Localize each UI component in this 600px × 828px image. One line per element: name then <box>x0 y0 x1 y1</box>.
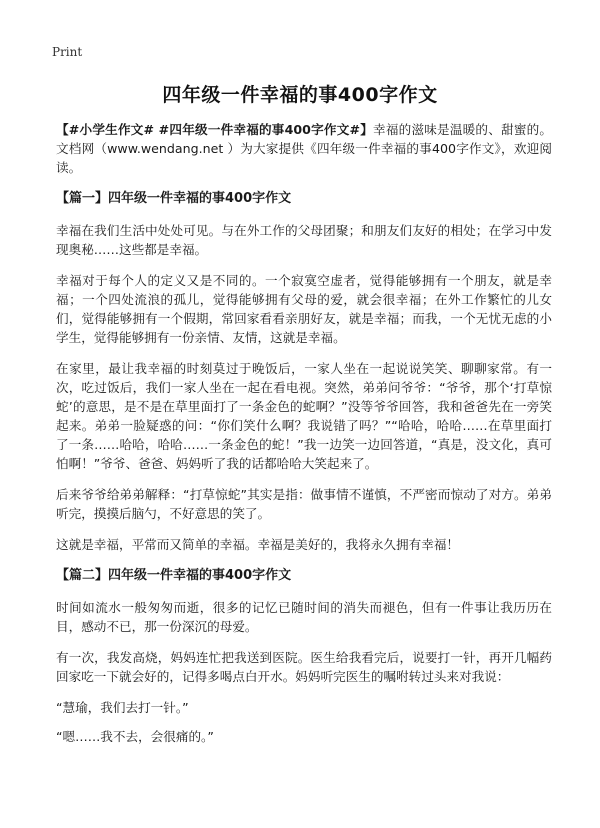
intro-paragraph <box>56 120 552 177</box>
section1-paragraph: 幸福对于每个人的定义又是不同的。一个寂寞空虚者，觉得能够拥有一个朋友，就是幸福；一个四处流浪的孤儿，觉得能够拥有父母的爱，就会很幸福；在外工作繁忙的儿女们，觉得能够拥有一个假期，常回家看看亲朋好友，就是幸福；而我，一个无忧无虑的小学生，觉得能够拥有一份亲情、友情，这就是幸福。 <box>56 273 552 345</box>
section-heading-2: 【篇二】四年级一件幸福的事400字作文 <box>56 568 292 583</box>
intro-text: 幸福的滋味是温暖的、甜蜜的。文档网（www.wendang.net ）为大家提供《四年级一件幸福的事400字作文》，欢迎阅读。 <box>56 122 552 175</box>
print-link[interactable]: Print <box>52 45 83 59</box>
section1-paragraph: 在家里，最让我幸福的时刻莫过于晚饭后，一家人坐在一起说说笑笑、聊聊家常。有一次，吃过饭后，我们一家人坐在一起在看电视。突然，弟弟问爷爷：“爷爷，那个‘打草惊蛇’的意思，是不是在草里面打了一条金色的蛇啊？”没等爷爷回答，我和爸爸先在一旁笑起来。弟弟一脸疑惑的问：“你们笑什么啊？我说错了吗？”“哈哈，哈哈……在草里面打了一条……哈哈，哈哈……一条金色的蛇！”我一边笑一边回答道，“真是，没文化，真可怕啊！”爷爷、爸爸、妈妈听了我的话都哈哈大笑起来了。 <box>56 361 552 471</box>
section2-paragraph: “慧瑜，我们去打一针。” <box>56 700 189 715</box>
article-body <box>56 120 552 756</box>
intro-tag: 【#小学生作文# #四年级一件幸福的事400字作文#】 <box>56 122 374 137</box>
section2-paragraph: “嗯……我不去，会很痛的。” <box>56 729 214 744</box>
section1-paragraph: 这就是幸福，平常而又简单的幸福。幸福是美好的，我将永久拥有幸福！ <box>56 537 459 552</box>
section1-paragraph: 幸福在我们生活中处处可见。与在外工作的父母团聚；和朋友们友好的相处；在学习中发现奥秘……这些都是幸福。 <box>56 223 552 257</box>
section2-paragraph: 时间如流水一般匆匆而逝，很多的记忆已随时间的消失而褪色，但有一件事让我历历在目，感动不已，那一份深沉的母爱。 <box>56 600 552 634</box>
section2-paragraph: 有一次，我发高烧，妈妈连忙把我送到医院。医生给我看完后，说要打一针，再开几幅药回家吃一下就会好的，记得多喝点白开水。妈妈听完医生的嘱咐转过头来对我说： <box>56 650 552 684</box>
article-title: 四年级一件幸福的事400字作文 <box>162 84 438 106</box>
section-heading-1: 【篇一】四年级一件幸福的事400字作文 <box>56 191 292 206</box>
section1-paragraph: 后来爷爷给弟弟解释：“打草惊蛇”其实是指：做事情不谨慎，不严密而惊动了对方。弟弟听完，摸摸后脑勺，不好意思的笑了。 <box>56 487 552 521</box>
